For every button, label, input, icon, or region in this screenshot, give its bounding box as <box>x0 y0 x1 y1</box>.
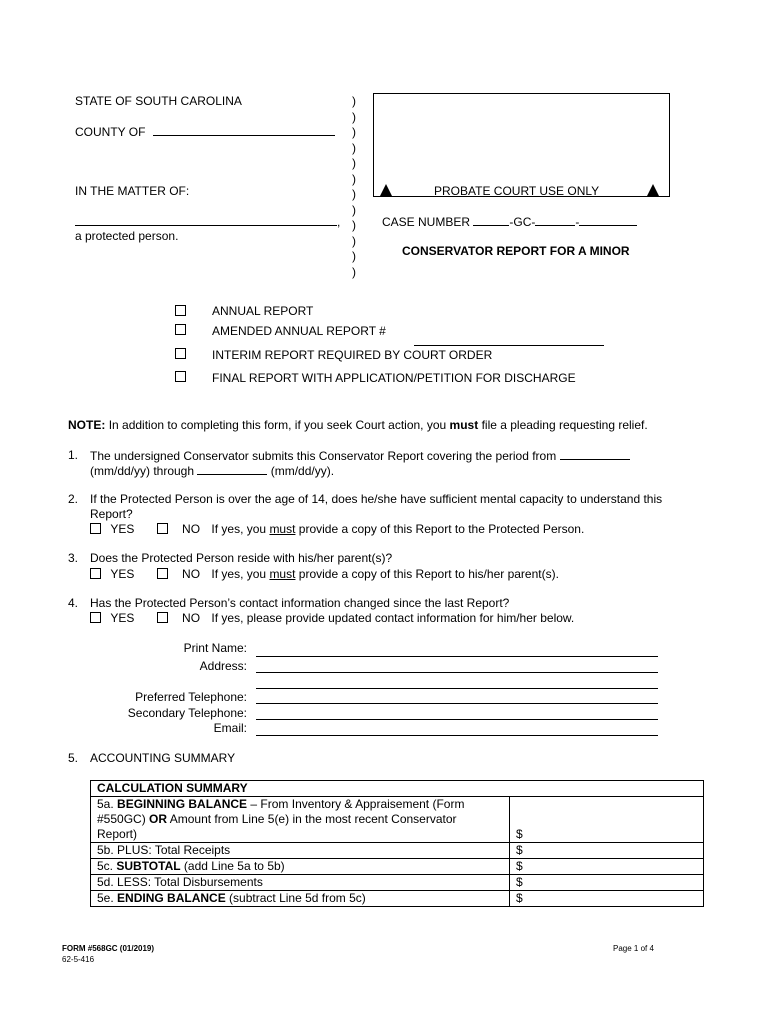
note-label: NOTE: <box>68 418 106 432</box>
q3-must: must <box>269 567 296 581</box>
q3-yes-checkbox[interactable] <box>90 568 101 579</box>
q5-number: 5. <box>68 751 79 765</box>
q3-no-checkbox[interactable] <box>157 568 168 579</box>
preferred-telephone-label: Preferred Telephone: <box>135 690 247 704</box>
table-row <box>91 797 704 843</box>
period-from-field[interactable] <box>560 448 630 460</box>
q4-no-label: NO <box>182 611 201 625</box>
q2-instr-end: provide a copy of this Report to the Protected Person. <box>298 522 585 536</box>
note-must: must <box>449 418 479 432</box>
arrow-up-icon <box>647 184 659 196</box>
arrow-up-icon <box>380 184 392 196</box>
county-label: COUNTY OF <box>75 125 146 139</box>
q2-number: 2. <box>68 492 79 506</box>
case-suffix-field[interactable] <box>579 214 637 226</box>
q2-yes-label: YES <box>110 522 135 536</box>
amended-report-checkbox[interactable] <box>175 324 186 335</box>
secondary-telephone-label: Secondary Telephone: <box>127 706 247 720</box>
row-5d-label: 5d. LESS: Total Disbursements <box>91 875 510 891</box>
address-field-line1[interactable] <box>256 672 658 673</box>
form-title: CONSERVATOR REPORT FOR A MINOR <box>402 244 630 258</box>
accounting-summary-label: ACCOUNTING SUMMARY <box>90 751 236 765</box>
q2-no-label: NO <box>182 522 201 536</box>
caption-parentheses: ) ) ) ) ) ) ) ) ) ) ) ) <box>352 94 356 279</box>
q3-number: 3. <box>68 551 79 565</box>
court-use-label: PROBATE COURT USE ONLY <box>434 184 600 198</box>
note <box>68 418 648 432</box>
final-report-label: FINAL REPORT WITH APPLICATION/PETITION FOR DISCHARGE <box>212 371 576 385</box>
r5c-num: 5c. <box>97 859 114 873</box>
table-row <box>91 875 704 891</box>
q1-text: The undersigned Conservator submits this Conservator Report covering the period from <box>90 449 557 463</box>
r5e-text: (subtract Line 5d from 5c) <box>229 891 366 905</box>
r5a-text3: Report) <box>97 827 138 841</box>
row-5b-amount[interactable]: $ <box>510 843 704 859</box>
amended-report-label: AMENDED ANNUAL REPORT # <box>212 324 386 338</box>
r5e-num: 5e. <box>97 891 114 905</box>
annual-report-checkbox[interactable] <box>175 305 186 316</box>
q3-line1: Does the Protected Person reside with his/her parent(s)? <box>90 551 393 565</box>
q2-instr: If yes, you <box>211 522 267 536</box>
email-field[interactable] <box>256 735 658 736</box>
protected-name-row <box>75 214 340 229</box>
r5a-text2a: #550GC) <box>97 812 146 826</box>
case-year-field[interactable] <box>473 214 509 226</box>
q4-answer-row <box>90 611 574 625</box>
annual-report-label: ANNUAL REPORT <box>212 304 314 318</box>
calc-header: CALCULATION SUMMARY <box>91 781 704 797</box>
q2-line2: Report? <box>90 507 133 521</box>
r5a-text1: – From Inventory & Appraisement (Form <box>250 797 465 811</box>
q4-number: 4. <box>68 596 79 610</box>
final-report-checkbox[interactable] <box>175 371 186 382</box>
row-5c-amount[interactable]: $ <box>510 859 704 875</box>
q2-line1: If the Protected Person is over the age of 14, does he/she have sufficient mental capacity to understand this <box>90 492 663 506</box>
note-text: In addition to completing this form, if you seek Court action, you <box>108 418 447 432</box>
q3-answer-row <box>90 567 559 581</box>
address-field-line2[interactable] <box>256 688 658 689</box>
q2-must: must <box>269 522 296 536</box>
preferred-telephone-field[interactable] <box>256 703 658 704</box>
court-use-box <box>373 93 670 197</box>
interim-report-checkbox[interactable] <box>175 348 186 359</box>
q4-yes-label: YES <box>110 611 135 625</box>
q4-yes-checkbox[interactable] <box>90 612 101 623</box>
case-number-row <box>382 214 637 229</box>
row-5a-label <box>91 797 510 843</box>
r5c-bold: SUBTOTAL <box>116 859 181 873</box>
row-5a-amount[interactable]: $ <box>510 797 704 843</box>
protected-name-field[interactable] <box>75 214 337 226</box>
footer-page-number: Page 1 of 4 <box>613 944 654 953</box>
q3-instr: If yes, you <box>211 567 267 581</box>
q4-instr: If yes, please provide updated contact information for him/her below. <box>211 611 575 625</box>
interim-report-label: INTERIM REPORT REQUIRED BY COURT ORDER <box>212 348 493 362</box>
r5c-text: (add Line 5a to 5b) <box>183 859 285 873</box>
county-row <box>75 124 335 139</box>
q4-line1: Has the Protected Person’s contact information changed since the last Report? <box>90 596 510 610</box>
r5a-bold: BEGINNING BALANCE <box>117 797 248 811</box>
address-label: Address: <box>199 659 247 673</box>
row-5d-amount[interactable]: $ <box>510 875 704 891</box>
email-label: Email: <box>213 721 247 735</box>
period-through-field[interactable] <box>197 463 267 475</box>
q4-no-checkbox[interactable] <box>157 612 168 623</box>
q2-answer-row <box>90 522 584 536</box>
q1-number: 1. <box>68 448 79 462</box>
dash-label: - <box>575 215 580 229</box>
q1-through: (mm/dd/yy) through <box>90 464 195 478</box>
print-name-label: Print Name: <box>183 641 247 655</box>
table-row <box>91 891 704 907</box>
q3-no-label: NO <box>182 567 201 581</box>
calculation-summary-table <box>90 780 704 907</box>
q1-line2 <box>90 463 334 478</box>
row-5b-label: 5b. PLUS: Total Receipts <box>91 843 510 859</box>
table-row <box>91 843 704 859</box>
print-name-field[interactable] <box>256 656 658 657</box>
footer-statute: 62-5-416 <box>62 955 95 964</box>
state-label: STATE OF SOUTH CAROLINA <box>75 94 242 108</box>
table-row <box>91 781 704 797</box>
case-number-label: CASE NUMBER <box>382 215 471 229</box>
r5a-num: 5a. <box>97 797 114 811</box>
row-5e-label <box>91 891 510 907</box>
q3-instr-end: provide a copy of this Report to his/her parent(s). <box>298 567 559 581</box>
q2-no-checkbox[interactable] <box>157 523 168 534</box>
q1-line1 <box>90 448 630 463</box>
r5a-or: OR <box>149 812 168 826</box>
secondary-telephone-field[interactable] <box>256 719 658 720</box>
r5a-text2b: Amount from Line 5(e) in the most recent Conservator <box>169 812 457 826</box>
matter-label: IN THE MATTER OF: <box>75 184 190 198</box>
table-row <box>91 859 704 875</box>
row-5c-label <box>91 859 510 875</box>
row-5e-amount[interactable]: $ <box>510 891 704 907</box>
r5e-bold: ENDING BALANCE <box>117 891 226 905</box>
protected-person-label: a protected person. <box>75 229 179 243</box>
note-text-end: file a pleading requesting relief. <box>481 418 648 432</box>
amended-report-number-field[interactable] <box>414 345 604 346</box>
footer-form-number: FORM #568GC (01/2019) <box>62 944 155 953</box>
gc-label: -GC- <box>509 215 536 229</box>
comma: , <box>337 215 341 229</box>
case-seq-field[interactable] <box>535 214 575 226</box>
county-field[interactable] <box>153 124 335 136</box>
q2-yes-checkbox[interactable] <box>90 523 101 534</box>
q1-date-format: (mm/dd/yy). <box>270 464 335 478</box>
q3-yes-label: YES <box>110 567 135 581</box>
